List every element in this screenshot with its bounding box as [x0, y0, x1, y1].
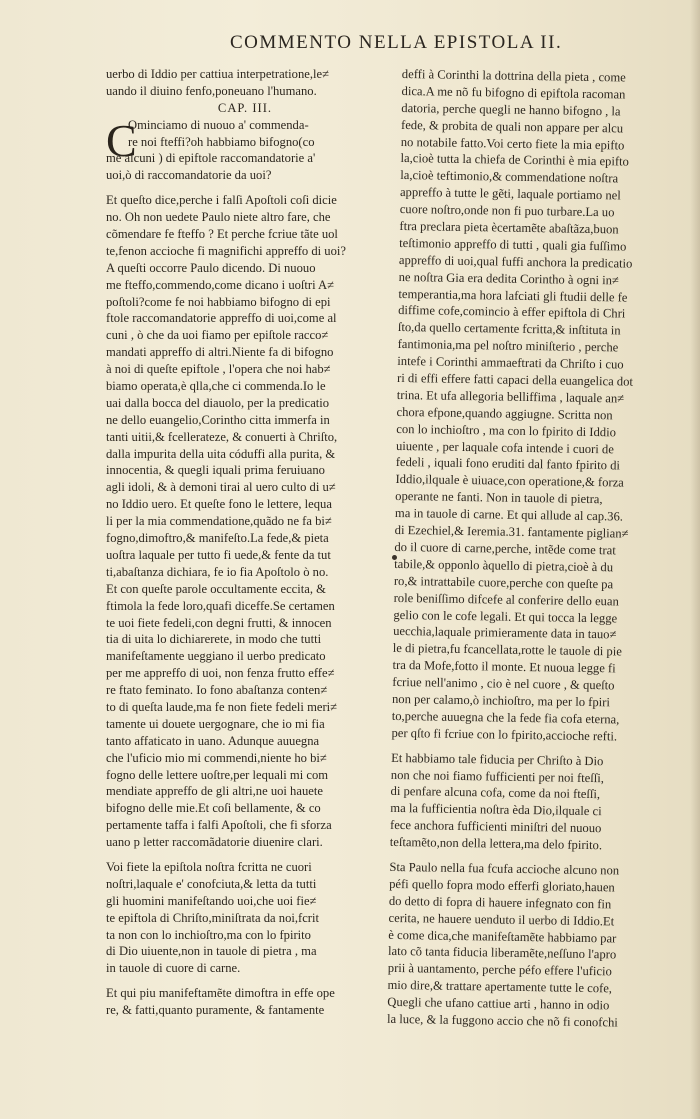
- left-top-lines: [106, 66, 384, 100]
- text-line: me alcuni ) di epiftole raccomandatorie a': [106, 151, 316, 166]
- text-line: Quegli che ufano cattiue arti , hanno in odio: [387, 994, 610, 1013]
- text-line: uerbo di Iddio per cattiua interpetratione,le≠: [106, 67, 330, 81]
- text-line: te epiftola di Chriſto,miniſtrata da noi,fcrit: [106, 910, 319, 925]
- text-line: teſtimonio appreffo di tutti , quali gia fuſſimo: [399, 235, 627, 254]
- text-line: ro,& intrattabile cuore,perche con queſte pa: [393, 573, 614, 592]
- text-line: ftra preclara pieta ècertamẽte abaſtãza,buon: [399, 218, 619, 237]
- text-line: tanti uitii,& fcellerateze, & conuerti à Chriſto,: [106, 429, 338, 444]
- text-line: lato cõ tanta fiducia liberamẽte,neſſuno l'apro: [387, 944, 617, 962]
- paragraph: [106, 192, 384, 851]
- text-line: te,fenon accioche fi magnifichi appreffo di uoi?: [106, 243, 346, 258]
- text-line: tra da Mofe,fotto il monte. Et nuoua legge fi: [392, 658, 616, 676]
- scripture-quote: [106, 859, 384, 977]
- text-line: dica.A me nõ fu bifogno di epiftola racoman: [401, 83, 626, 102]
- text-line: deffi à Corinthi la dottrina della pieta , come: [401, 66, 626, 85]
- text-line: chora efpone,quando aggiugne. Scritta non: [396, 404, 613, 423]
- text-line: fogno delle lettere uoſtre,per lequali mi com: [106, 767, 329, 782]
- text-line: à noi di queſte epiftole , l'opera che noi hab≠: [106, 362, 331, 377]
- text-line: uoi,ò di raccomandatorie da uoi?: [106, 168, 272, 183]
- text-line: Et habbiamo tale fiducia per Chriſto à Dio: [391, 750, 604, 768]
- text-line: ne noſtra Gia era dedita Corintho à ogni in≠: [398, 269, 620, 288]
- text-line: per qſto fi fcriue con lo fpirito,accioche refti.: [391, 725, 618, 744]
- text-line: Iddio,ilquale è uiuace,con operatione,& forza: [395, 472, 624, 490]
- text-line: re ftato feminato. Io fono abaſtanza conten≠: [106, 683, 328, 698]
- text-line: cuni , ò che da uoi fiamo per epiſtole racco≠: [106, 328, 329, 343]
- text-line: intefe i Corinthi ammaeftrati da Chriſto i cuo: [397, 354, 624, 372]
- text-line: ma in tauole di carne. Et qui allude al cap.36.: [394, 506, 624, 524]
- text-line: uoſtra laquale per tutto fi uede,& fente da tut: [106, 547, 331, 562]
- text-line: Voi fiete la epiſtola noſtra fcritta ne cuori: [106, 859, 312, 874]
- text-line: uiuente , per laquale cofa intende i cuori de: [395, 438, 614, 456]
- text-line: fede, & probita de quali non appare per alcu: [400, 117, 624, 136]
- chapter-intro: [106, 114, 384, 185]
- text-line: temperantia,ma hora lafciati gli ftudii delle fe: [398, 286, 628, 305]
- text-line: noſtri,laquale e' conofciuta,& letta da tutti: [106, 876, 317, 891]
- text-line: teſtamẽto,non della lettera,ma delo fpirito.: [389, 834, 603, 853]
- paragraph: [391, 66, 684, 746]
- text-line: do detto di fopra di hauere infegnato con fin: [388, 893, 612, 912]
- text-line: bifogno delle mie.Et coſi bellamente, & co: [106, 801, 321, 816]
- text-line: Et con queſte parole occultamente eccita, &: [106, 581, 326, 596]
- text-line: uecchia,laquale primieramente data in tauo≠: [393, 624, 617, 642]
- drop-cap: C: [106, 114, 137, 166]
- text-line: biamo operata,è qlla,che ci commenda.Io le: [106, 379, 326, 394]
- text-line: re noi fteffi?oh habbiamo bifogno(co: [128, 134, 315, 149]
- text-line: uando il diuino fenfo,poneuano l'humano.: [106, 83, 317, 98]
- right-text-column: [386, 66, 684, 1115]
- text-line: ta non con lo inchioſtro,ma con lo fpirito: [106, 927, 311, 942]
- text-line: A queſti occorre Paulo dicendo. Di nuouo: [106, 260, 316, 275]
- running-header: COMMENTO NELLA EPISTOLA II.: [230, 32, 563, 53]
- text-line: uai dalla bocca del diauolo, per la predicatio: [106, 395, 330, 410]
- text-line: fogno,dimoftro,& manifeſto.La fede,& pieta: [106, 531, 329, 546]
- text-line: mendiate appreffo de gli altri,ne uoi hauete: [106, 784, 323, 799]
- text-line: poſtoli?come fe noi habbiamo bifogno di epi: [106, 294, 331, 309]
- text-line: diffime cofe,comincio à effer epiftola di Chri: [398, 303, 626, 322]
- text-line: la,cioè tutta la chiefa de Corinthi è mia epifto: [400, 151, 629, 170]
- text-line: ma la fufficientia noſtra èda Dio,ilquale ci: [390, 801, 602, 819]
- text-line: Ominciamo di nuouo a' commenda-: [128, 117, 309, 132]
- left-text-column: [106, 66, 384, 1111]
- text-line: no. Oh non uedete Paulo niete altro fare, che: [106, 210, 331, 225]
- text-line: fedeli , iquali fono eruditi dal fanto fpirito di: [395, 455, 621, 473]
- text-line: la,cioè teftimonio,& commendatione noſtra: [400, 168, 619, 186]
- text-line: di penfare alcuna cofa, come da noi fteſſi,: [390, 784, 601, 802]
- text-line: le di pietra,fu fcancellata,rotte le tauole di pie: [392, 641, 622, 659]
- text-line: la luce, & la fuggono accio che nõ fi conofchi: [386, 1011, 618, 1030]
- text-line: to di queſta laude,ma fe non fiete fedeli meri≠: [106, 699, 338, 714]
- text-line: prii à uantamento, perche péfo effere l'uficio: [387, 961, 612, 979]
- text-line: tabile,& opponlo àquello di pietra,cioè à du: [394, 556, 614, 575]
- text-line: mio dire,& trattare apertamente tutte le cofe,: [387, 978, 613, 996]
- text-line: di Ezechiel,& Ieremia.31. fantamente piglian≠: [394, 522, 629, 541]
- text-line: cerita, ne hauere uenduto il uerbo di Iddio.Et: [388, 910, 615, 929]
- text-line: che l'uficio mio mi commendi,niente ho bi≠: [106, 750, 327, 765]
- text-line: appreffo à tutte le gẽti, laquale portiamo nel: [399, 185, 621, 203]
- text-line: non che noi fiamo fufficienti per noi fteſſi,: [390, 767, 605, 785]
- chapter-heading: CAP. III.: [217, 100, 273, 115]
- text-line: me fteffo,commendo,come dicano i uoſtri A≠: [106, 277, 335, 292]
- text-line: ne dello euangelio,Corintho citta immerfa in: [106, 412, 330, 427]
- text-line: do il cuore di carne,perche, intẽde come trat: [394, 539, 616, 558]
- text-line: appreffo di uoi,qual fuffi anchora la predicatio: [398, 252, 633, 271]
- text-line: agli idoli, & à demoni tirai al uero culto di u≠: [106, 480, 336, 495]
- text-line: tia di uita lo dichiarerete, in modo che tutti: [106, 632, 322, 647]
- scripture-quote: [390, 750, 674, 856]
- text-line: Sta Paulo nella fua fcufa accioche alcuno non: [389, 859, 620, 878]
- text-line: innocentia, & quegli iquali prima feruiuano: [106, 463, 325, 478]
- page-edge-shadow: [690, 0, 700, 1119]
- text-line: trina. Et ufa allegoria belliffima , laquale an≠: [396, 387, 625, 406]
- text-line: datoria, perche quegli ne hanno bifogno , la: [401, 100, 621, 119]
- text-line: in tauole di cuore di carne.: [106, 961, 241, 976]
- text-line: te uoi fiete fedeli,con degni frutti, & innocen: [106, 615, 332, 630]
- text-line: ftole raccomandatorie appreffo di uoi,come al: [106, 311, 337, 326]
- text-line: ri di effi effere fatti capaci della euangelica dot: [396, 370, 634, 389]
- text-line: per me appreffo di uoi, non fenza frutto effe≠: [106, 666, 335, 681]
- text-line: ti,abaſtanza dichiara, fe io fia Apoſtolo ò no.: [106, 564, 329, 579]
- text-line: manifeſtamente ueggiano il uerbo predicato: [106, 649, 326, 664]
- text-line: è come dica,che manifeſtamẽte habbiamo par: [388, 927, 617, 946]
- text-line: ftimola la fede loro,quafi diceffe.Se certamen: [106, 598, 335, 613]
- text-line: fcriue nell'animo , cio è nel cuore , & queſto: [392, 674, 615, 693]
- text-line: Et qui piu manifeftamẽte dimoftra in effe ope: [106, 986, 335, 1001]
- text-line: no notabile fatto.Voi certo fiete la mia epifto: [400, 134, 625, 153]
- text-line: con lo inchioſtro , ma con lo fpirito di Iddio: [396, 421, 617, 440]
- text-line: gli huomini manifeſtando uoi,che uoi fie≠: [106, 893, 317, 908]
- text-line: ſto,da quello certamente fcritta,& inſtituta in: [397, 320, 621, 338]
- text-line: fantimonia,ma pel noſtro miniſterio , perche: [397, 337, 619, 355]
- text-line: uano p letter raccomãdatorie diuenire clari.: [106, 835, 323, 850]
- text-line: role beniſſimo difcefe al conferire dello euan: [393, 590, 619, 609]
- text-line: no Iddio uero. Et queſte fono le lettere, lequa: [106, 497, 332, 512]
- text-line: re, & fatti,quanto puramente, & fantamente: [106, 1003, 325, 1018]
- text-line: gelio con le cofe legali. Et qui tocca la legge: [393, 607, 618, 625]
- text-line: Et queſto dice,perche i falſi Apoſtoli coſi dicie: [106, 193, 337, 208]
- text-line: operante ne fanti. Non in tauole di pietra,: [395, 489, 603, 507]
- text-line: pertamente taffa i falfi Apoſtoli, che fi sforza: [106, 818, 332, 833]
- text-line: dalla impurita della uita códuffi alla purita, &: [106, 446, 336, 461]
- paragraph: [106, 985, 384, 1019]
- text-line: to,perche auuegna che la fede fia cofa eterna,: [391, 708, 620, 727]
- text-line: mandati appreffo di altri.Niente fa di bifogno: [106, 345, 334, 360]
- text-line: tanto affaticato in uano. Adunque auuegna: [106, 733, 320, 748]
- text-line: li per la mia commendatione,quãdo ne fa bi≠: [106, 514, 332, 529]
- text-line: non per calamo,ò inchioſtro, ma per lo fpiri: [391, 691, 611, 710]
- text-line: di Dio uiuente,non in tauole di pietra , ma: [106, 944, 317, 959]
- text-line: cõmendare fe fteffo ? Et perche fcriue tãte uol: [106, 227, 338, 242]
- text-line: cuore noſtro,onde non fi puo turbare.La uo: [399, 202, 615, 220]
- text-line: fece anchora fufficienti miniſtri del nuouo: [389, 818, 602, 836]
- paragraph: [387, 859, 672, 1032]
- text-line: tamente ui douete uergognare, che io mi fia: [106, 716, 325, 731]
- text-line: péfi quello fopra modo efferfi gloriato,hauen: [389, 876, 615, 895]
